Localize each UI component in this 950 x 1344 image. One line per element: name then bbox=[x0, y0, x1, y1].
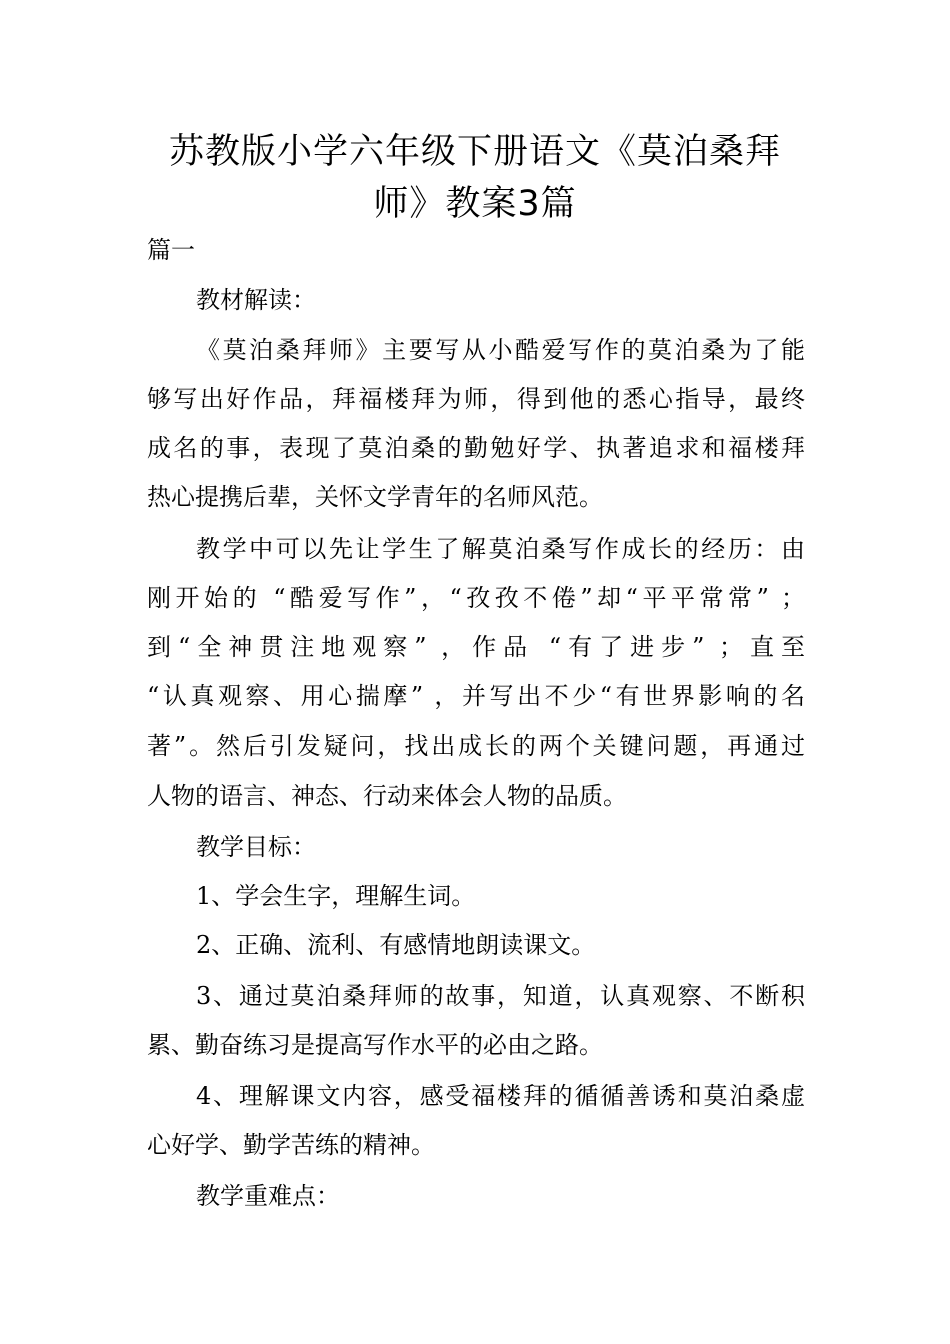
goal-item: 2、正确、流利、有感情地朗读课文。 bbox=[196, 931, 596, 959]
goal-item-continued: 心好学、勤学苦练的精神。 bbox=[147, 1131, 435, 1159]
document-title-line-2: 师》教案3篇 bbox=[373, 184, 577, 224]
paragraph-line: 刚开始的 “酷爱写作”，“孜孜不倦”却“平平常常” ； bbox=[147, 584, 805, 612]
paragraph-line: 著”。然后引发疑问，找出成长的两个关键问题，再通过 bbox=[147, 732, 805, 760]
paragraph-line: “认真观察、用心揣摩” ，并写出不少“有世界影响的名 bbox=[147, 682, 805, 710]
paragraph-line: 热心提携后辈，关怀文学青年的名师风范。 bbox=[147, 483, 603, 511]
goal-item: 4、理解课文内容，感受福楼拜的循循善诱和莫泊桑虚 bbox=[196, 1082, 805, 1110]
heading-goals: 教学目标： bbox=[196, 833, 316, 861]
heading-key-points: 教学重难点： bbox=[196, 1182, 340, 1210]
document-title-line-1: 苏教版小学六年级下册语文《莫泊桑拜 bbox=[168, 132, 781, 172]
paragraph-line: 教学中可以先让学生了解莫泊桑写作成长的经历：由 bbox=[196, 535, 805, 563]
goal-item: 3、通过莫泊桑拜师的故事，知道，认真观察、不断积 bbox=[196, 982, 805, 1010]
heading-material: 教材解读： bbox=[196, 286, 316, 314]
paragraph-line: 成名的事，表现了莫泊桑的勤勉好学、执著追求和福楼拜 bbox=[147, 434, 805, 462]
paragraph-line: 人物的语言、神态、行动来体会人物的品质。 bbox=[147, 782, 627, 810]
paragraph-line: 够写出好作品，拜福楼拜为师，得到他的悉心指导，最终 bbox=[147, 385, 805, 413]
goal-item: 1、学会生字，理解生词。 bbox=[196, 882, 476, 910]
goal-item-continued: 累、勤奋练习是提高写作水平的必由之路。 bbox=[147, 1031, 603, 1059]
section-label: 篇一 bbox=[147, 236, 195, 264]
paragraph-line: 到“全神贯注地观察” ，作品 “有了进步” ；直至 bbox=[147, 633, 805, 661]
paragraph-line: 《莫泊桑拜师》主要写从小酷爱写作的莫泊桑为了能 bbox=[196, 336, 805, 364]
